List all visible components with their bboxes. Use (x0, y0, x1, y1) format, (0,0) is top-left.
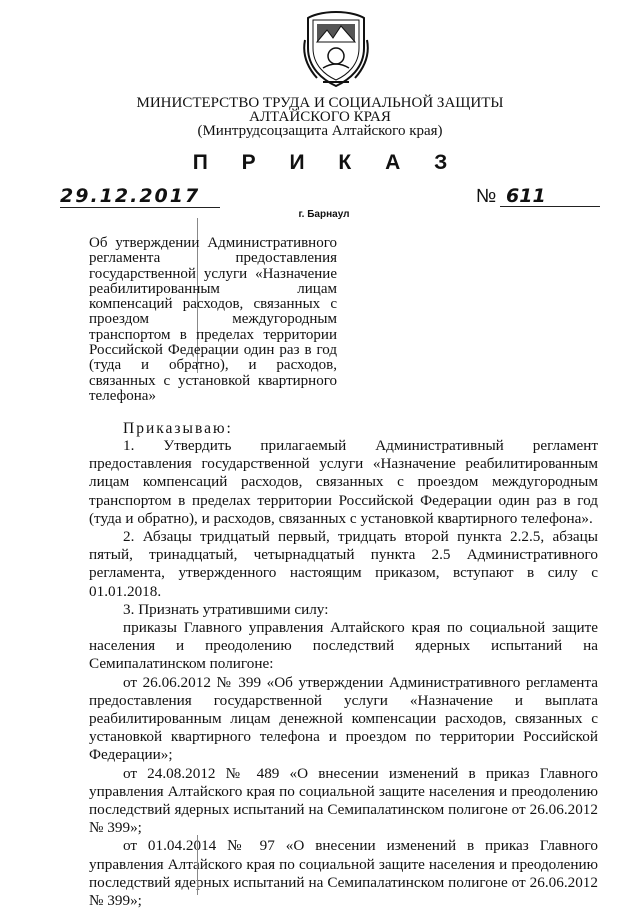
paragraph-1: 1. Утвердить прилагаемый Административный регламент предоставления государственной услуги «Назначение реабилитированным лицам компенсаций расходов, связанных с проездом междугородным транспортом в пределах территории Российской Федерации один раз в год (туда и обратно), и расходов, связанных с установкой квартирного телефона». (89, 437, 598, 527)
order-word (89, 420, 598, 438)
paragraph-3: 3. Признать утратившими силу: (123, 600, 329, 618)
paragraph-3-order-489: от 24.08.2012 № 489 «О внесении изменений в приказ Главного управления Алтайского края по социальной защите населения и преодолению последствий ядерных испытаний на Семипалатинском полигоне от 26.06.2012 № 399»; (89, 764, 598, 837)
ministry-name-line1: МИНИСТЕРСТВО ТРУДА И СОЦИАЛЬНОЙ ЗАЩИТЫ (136, 95, 504, 111)
coat-of-arms-emblem (303, 10, 369, 88)
paragraph-3-orders: приказы Главного управления Алтайского края по социальной защите населения и преодолению последствий ядерных испытаний на Семипалатинском полигоне: (89, 619, 598, 673)
document-type-title: П Р И К А З (192, 151, 462, 174)
number-label: № (476, 186, 497, 207)
fold-line-bottom (197, 835, 198, 895)
order-word-text: Приказываю: (123, 420, 233, 437)
handwritten-date: 29.12.2017 (60, 185, 220, 208)
ministry-short-name: (Минтрудсоцзащита Алтайского края) (197, 123, 443, 139)
paragraph-3-order-399: от 26.06.2012 № 399 «Об утверждении Административного регламента предоставления государственной услуги «Назначение и выплата реабилитированным лицам денежной компенсации расходов, связанных с установкой квартирного телефона и проездом по территории Российской Федерации»; (89, 673, 598, 764)
ministry-name-line2: АЛТАЙСКОГО КРАЯ (249, 109, 391, 125)
order-subject: Об утверждении Административного регламента предоставления государственной услуги «Назначение реабилитированным лицам компенсаций расходов, связанных с проездом междугородным транспортом в пределах территории Российской Федерации один раз в год (туда и обратно), и расходов, связанных с установкой квартирного телефона» (89, 235, 337, 404)
city-name: г. Барнаул (298, 209, 350, 220)
handwritten-order-number: 611 (500, 185, 600, 207)
paragraph-3-order-97: от 01.04.2014 № 97 «О внесении изменений в приказ Главного управления Алтайского края по социальной защите населения и преодолению последствий ядерных испытаний на Семипалатинском полигоне от 26.06.2012 № 399»; (89, 837, 598, 910)
paragraph-2: 2. Абзацы тридцатый первый, тридцать второй пункта 2.2.5, абзацы пятый, тринадцатый, четырнадцатый пункта 2.5 Административного регламента, утвержденного настоящим приказом, вступают в силу с 01.01.2018. (89, 528, 598, 600)
order-body (89, 437, 598, 910)
